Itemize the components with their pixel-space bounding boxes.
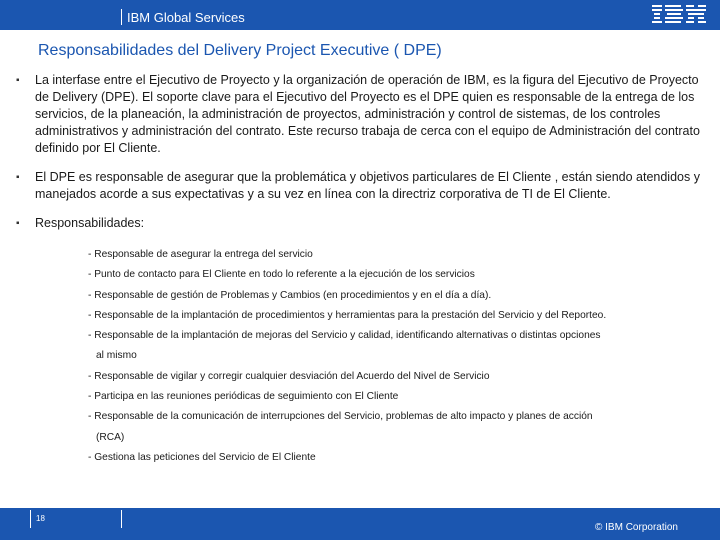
bullet-item xyxy=(14,72,708,157)
responsibility-item xyxy=(88,286,713,306)
responsibility-text: - Participa en las reuniones periódicas de seguimiento con El Cliente xyxy=(88,391,399,403)
responsibility-continuation: (RCA) xyxy=(96,431,125,443)
header-title: IBM Global Services xyxy=(127,10,245,25)
footer-divider xyxy=(121,510,122,528)
responsibility-text: - Responsable de la implantación de mejoras del Servicio y calidad, identificando alternativas o distintas opciones xyxy=(88,330,601,342)
slide-title: Responsabilidades del Delivery Project Executive ( DPE) xyxy=(38,42,442,59)
bullet-square-icon: ▪ xyxy=(16,172,20,183)
bullet-text: La interfase entre el Ejecutivo de Proyecto y la organización de operación de IBM, es la figura del Ejecutivo de Proyecto de Delivery (DPE). El soporte clave para el Ejecutivo del Proyecto es el DPE quien es responsable de la entrega de los servicios, de la planeación, la administración de proyectos, administración y control de sistemas, de los controles administrativos y administración del contrato. Este recurso trabaja de cerca con el equipo de Administración del contrato definido por El Cliente. xyxy=(35,73,700,155)
ibm-logo-icon xyxy=(650,3,710,25)
responsibility-item xyxy=(88,387,713,407)
responsibility-item xyxy=(88,367,713,387)
responsibility-text: - Responsable de gestión de Problemas y Cambios (en procedimientos y en el día a día). xyxy=(88,289,492,301)
responsibility-item xyxy=(88,448,713,468)
responsibility-continuation: al mismo xyxy=(96,350,137,362)
responsibility-text: - Responsable de vigilar y corregir cualquier desviación del Acuerdo del Nivel de Servicio xyxy=(88,370,490,382)
responsibility-item xyxy=(88,265,713,285)
bullet-text: El DPE es responsable de asegurar que la problemática y objetivos particulares de El Cliente , están siendo atendidos y manejados acorde a sus expectativas y a su vez en línea con la directriz corporativa de TI de El Cliente. xyxy=(35,170,700,201)
bullet-list xyxy=(14,72,708,244)
page-number: 18 xyxy=(36,514,45,523)
header-divider xyxy=(121,9,122,25)
responsibility-text: - Gestiona las peticiones del Servicio de El Cliente xyxy=(88,451,316,463)
responsibility-text: - Responsable de la comunicación de interrupciones del Servicio, problemas de alto impacto y planes de acción xyxy=(88,411,593,423)
footer-divider xyxy=(30,510,31,528)
responsibility-text: - Responsable de la implantación de procedimientos y herramientas para la prestación del Servicio y del Reporteo. xyxy=(88,309,607,321)
bullet-square-icon: ▪ xyxy=(16,75,20,86)
responsibility-item xyxy=(88,326,713,367)
responsibility-item xyxy=(88,306,713,326)
responsibility-text: - Punto de contacto para El Cliente en todo lo referente a la ejecución de los servicios xyxy=(88,269,475,281)
bullet-square-icon: ▪ xyxy=(16,218,20,229)
responsibility-item xyxy=(88,407,713,448)
bullet-item xyxy=(14,169,708,203)
responsibilities-list xyxy=(88,245,713,468)
bullet-text: Responsabilidades: xyxy=(35,216,145,230)
responsibility-text: - Responsable de asegurar la entrega del servicio xyxy=(88,249,313,260)
responsibility-item xyxy=(88,245,713,265)
copyright-text: © IBM Corporation xyxy=(595,522,678,533)
header-band xyxy=(0,0,720,30)
bullet-item xyxy=(14,215,708,232)
